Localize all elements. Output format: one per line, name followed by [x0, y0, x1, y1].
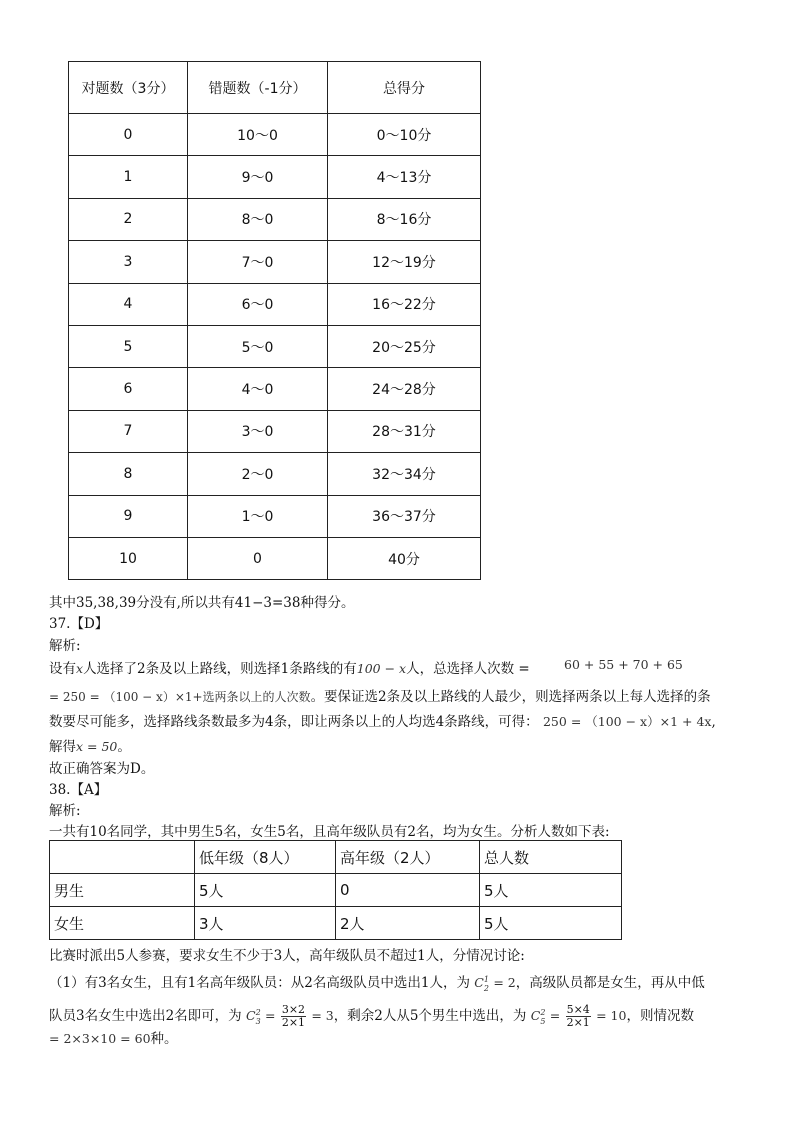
correct-count-cell: 5 [69, 325, 188, 367]
p1-c: 人，总选择人次数 = [406, 661, 530, 677]
total-score-cell: 8～16分 [328, 198, 481, 240]
score-table-row [69, 156, 481, 198]
q37-para1 [49, 660, 530, 678]
header-correct: 对题数（3分） [69, 62, 188, 114]
q38-label: 38.【A】 [49, 782, 108, 798]
score-table-row [69, 283, 481, 325]
combination-c21 [474, 971, 489, 998]
score-table [68, 61, 481, 580]
q37-label: 37.【D】 [49, 616, 109, 632]
wrong-count-cell: 1～0 [188, 495, 328, 537]
fraction-5x4 [566, 1004, 591, 1029]
q38-para3 [49, 971, 705, 998]
correct-count-cell: 10 [69, 537, 188, 579]
combination-c52 [531, 1000, 546, 1035]
group-row-female [50, 907, 622, 940]
group-cell: 女生 [50, 907, 195, 940]
wrong-count-cell: 9～0 [188, 156, 328, 198]
fraction-3x2 [281, 1004, 306, 1029]
p7-b: ，高级队员都是女生，再从中低 [515, 975, 705, 992]
score-table-row [69, 114, 481, 156]
wrong-count-cell: 7～0 [188, 241, 328, 283]
comb-letter: C [245, 1008, 256, 1024]
group-cell: 5人 [195, 874, 336, 907]
p3-text: 数要尽可能多，选择路线条数最多为4条，即让两条以上的人均选4条路线，可得： [49, 714, 539, 730]
frac-den: 2×1 [281, 1016, 306, 1030]
total-score-cell: 40分 [328, 537, 481, 579]
total-score-cell: 24～28分 [328, 368, 481, 410]
score-table-row [69, 495, 481, 537]
correct-count-cell: 8 [69, 453, 188, 495]
group-table-header [50, 841, 622, 874]
group-cell: 2人 [336, 907, 480, 940]
p2-formula: = 250 = （100 − x）×1+选两条以上的人次数 [49, 690, 311, 704]
score-table-row [69, 198, 481, 240]
group-header-blank [50, 841, 195, 874]
p4-b: 。 [117, 739, 131, 755]
p3-end: , [711, 714, 716, 730]
p4-formula: x = 50 [76, 739, 118, 754]
p8-a: 队员3名女生中选出2名即可，为 [49, 1008, 242, 1025]
total-score-cell: 32～34分 [328, 453, 481, 495]
p7-a: （1）有3名女生，且有1名高年级队员：从2名高级队员中选出1人，为 [49, 975, 470, 992]
header-wrong: 错题数（-1分） [188, 62, 328, 114]
score-table-row [69, 453, 481, 495]
correct-count-cell: 6 [69, 368, 188, 410]
p2-text: 。要保证选2条及以上路线的人最少，则选择两条以上每人选择的条 [310, 689, 711, 705]
frac-num: 3×2 [281, 1003, 306, 1017]
q37-para4 [49, 738, 131, 756]
total-score-cell: 28～31分 [328, 410, 481, 452]
p1-x: x [76, 661, 84, 676]
total-score-cell: 0～10分 [328, 114, 481, 156]
q38-para1: 一共有10名同学，其中男生5名，女生5名，且高年级队员有2名，均为女生。分析人数如下表: [49, 824, 610, 840]
correct-count-cell: 9 [69, 495, 188, 537]
correct-count-cell: 0 [69, 114, 188, 156]
total-score-cell: 36～37分 [328, 495, 481, 537]
total-score-cell: 12～19分 [328, 241, 481, 283]
p4-a: 解得 [49, 739, 76, 755]
total-score-cell: 20～25分 [328, 325, 481, 367]
correct-count-cell: 7 [69, 410, 188, 452]
wrong-count-cell: 5～0 [188, 325, 328, 367]
p8-eq: = 3 [311, 1008, 334, 1024]
comb-letter: C [474, 975, 484, 991]
q38-para5 [49, 1030, 178, 1048]
score-table-row [69, 241, 481, 283]
score-table-row [69, 325, 481, 367]
q37-para3 [49, 713, 716, 731]
score-table-row [69, 368, 481, 410]
wrong-count-cell: 0 [188, 537, 328, 579]
p1-a: 设有 [49, 661, 76, 677]
frac-den: 2×1 [566, 1016, 590, 1030]
wrong-count-cell: 8～0 [188, 198, 328, 240]
total-score-cell: 4～13分 [328, 156, 481, 198]
wrong-count-cell: 6～0 [188, 283, 328, 325]
group-table [49, 840, 622, 940]
q38-para2: 比赛时派出5人参赛，要求女生不少于3人，高年级队员不超过1人，分情况讨论: [49, 948, 525, 964]
group-cell: 男生 [50, 874, 195, 907]
p8-eq2: = 10 [596, 1008, 627, 1024]
p1-formula: 60 + 55 + 70 + 65 [564, 657, 683, 672]
comb-sup: 2 [255, 1008, 261, 1017]
group-header-low: 低年级（8人） [195, 841, 336, 874]
q38-para4: 队员3名女生中选出2名即可，为 $C^2_3$ = $\frac{3\times 2}{2\times 1}$ = 3，剩余2人从5个男生中选出，为 $C^2_5$ = $\frac{5\times 4}{2\times 1}$ = 10，则情况数 [49, 1000, 694, 1035]
score-table-row [69, 537, 481, 579]
comb-sup: 2 [540, 1008, 546, 1017]
score-table-row [69, 410, 481, 452]
correct-count-cell: 3 [69, 241, 188, 283]
frac-num: 5×4 [566, 1003, 590, 1017]
group-row-male [50, 874, 622, 907]
summary-line: 其中35,38,39分没有,所以共有41−3=38种得分。 [49, 595, 355, 611]
p9-b: 种。 [150, 1031, 178, 1047]
correct-count-cell: 4 [69, 283, 188, 325]
wrong-count-cell: 10～0 [188, 114, 328, 156]
group-cell: 5人 [480, 907, 622, 940]
group-header-total: 总人数 [480, 841, 622, 874]
p3-formula: 250 = （100 − x）×1 + 4x [542, 714, 712, 729]
q37-para2 [49, 688, 711, 706]
group-cell: 3人 [195, 907, 336, 940]
group-header-high: 高年级（2人） [336, 841, 480, 874]
total-score-cell: 16～22分 [328, 283, 481, 325]
comb-sub: 5 [540, 1016, 546, 1026]
p8-b: ，剩余2人从5个男生中选出，为 [333, 1008, 527, 1025]
p8-c: ，则情况数 [626, 1008, 694, 1025]
wrong-count-cell: 4～0 [188, 368, 328, 410]
p9-formula: = 2×3×10 = 60 [49, 1031, 151, 1046]
header-total: 总得分 [328, 62, 481, 114]
score-table-header [69, 62, 481, 114]
group-cell: 0 [336, 874, 480, 907]
comb-sup: 1 [483, 975, 489, 984]
answer-37: 故正确答案为D。 [49, 761, 155, 777]
p1-expr: 100 − x [356, 661, 407, 676]
wrong-count-cell: 2～0 [188, 453, 328, 495]
comb-sub: 3 [255, 1016, 261, 1026]
comb-letter: C [530, 1008, 541, 1024]
group-cell: 5人 [480, 874, 622, 907]
correct-count-cell: 1 [69, 156, 188, 198]
score-table-body [69, 114, 481, 580]
comb-sub: 2 [483, 983, 490, 993]
wrong-count-cell: 3～0 [188, 410, 328, 452]
p7-formula: = 2 [493, 975, 516, 991]
combination-c32 [246, 1000, 261, 1035]
correct-count-cell: 2 [69, 198, 188, 240]
analysis-label-37: 解析: [49, 638, 81, 654]
analysis-label-38: 解析: [49, 803, 81, 819]
p1-b: 人选择了2条及以上路线，则选择1条路线的有 [83, 661, 357, 677]
